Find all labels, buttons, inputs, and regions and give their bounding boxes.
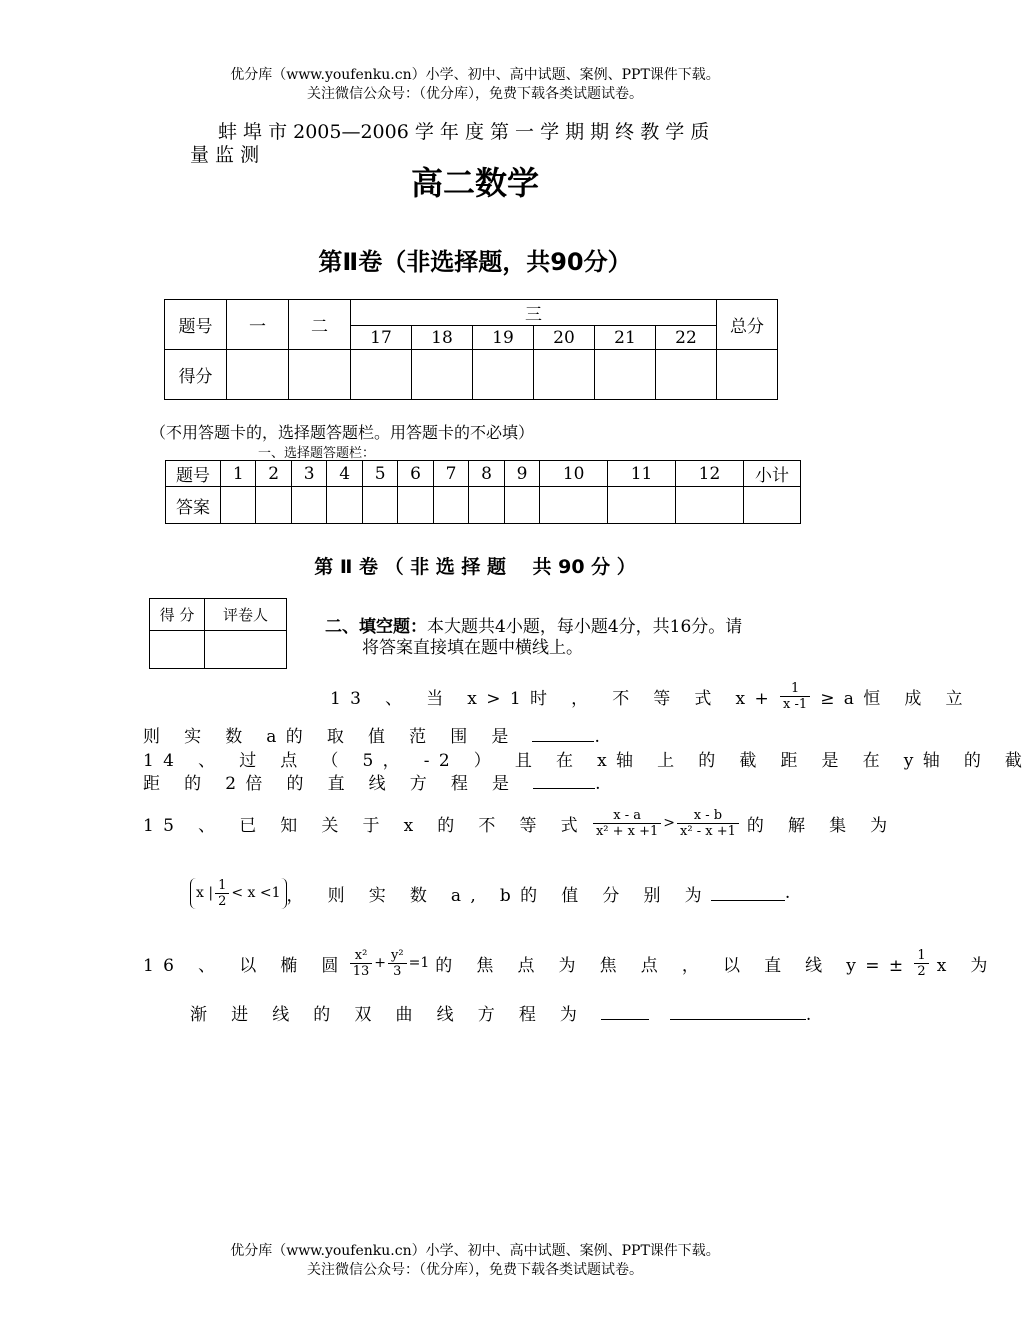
q15-set-suffix: < x <1 [231, 885, 281, 901]
score-col-one: 一 [227, 300, 289, 350]
score-col-two: 二 [289, 300, 351, 350]
q16-prefix: 16 、 以 椭 圆 [143, 955, 348, 976]
answer-cell[interactable] [291, 487, 326, 524]
answer-cell[interactable] [221, 487, 256, 524]
q13-prefix: 13 、 当 x>1时 ， 不 等 式 x+ [330, 688, 779, 709]
score-subcol: 21 [595, 326, 656, 350]
score-col-three: 三 [351, 300, 717, 326]
q15-frac1-num: x - a [593, 808, 661, 824]
q15-line2-text: ， 则 实 数 a, b的 值 分 别 为 [286, 885, 711, 906]
q14-period: . [595, 774, 610, 794]
answer-number: 11 [608, 461, 676, 487]
q16-fraction-2 [388, 948, 407, 979]
q15-answer-blank[interactable] [711, 886, 785, 901]
answer-row-label: 题号 [166, 461, 221, 487]
answer-number: 8 [469, 461, 504, 487]
answer-number: 7 [433, 461, 468, 487]
score-subcol: 19 [473, 326, 534, 350]
score-cell[interactable] [351, 350, 412, 400]
q16-frac2-den: 3 [393, 963, 402, 979]
question-14-line-2 [143, 769, 610, 794]
answer-number: 5 [362, 461, 397, 487]
answer-cell[interactable] [504, 487, 539, 524]
answer-number: 3 [291, 461, 326, 487]
q16-line-frac-num: 1 [914, 948, 928, 964]
q14-answer-blank[interactable] [533, 774, 595, 789]
q16-frac1-num: x² [350, 948, 373, 964]
score-cell[interactable] [595, 350, 656, 400]
q16-suffix: x 为 [936, 955, 997, 976]
answer-row2-label: 答案 [166, 487, 221, 524]
score-table [164, 299, 778, 400]
score-subcol: 18 [412, 326, 473, 350]
score-cell[interactable] [227, 350, 289, 400]
q16-period: . [805, 1005, 821, 1025]
grader-table [149, 598, 287, 669]
answer-subtotal: 小计 [744, 461, 801, 487]
q15-frac1-den: x² + x +1 [595, 823, 659, 839]
header-line-1: 优分库（www.youfenku.cn）小学、初中、高中试题、案例、PPT课件下载。 [230, 67, 720, 83]
section2-instructions-2: 将答案直接填在题中横线上。 [362, 638, 583, 658]
score-total-header: 总分 [717, 300, 778, 350]
answer-cell[interactable] [469, 487, 504, 524]
answer-number: 4 [327, 461, 362, 487]
q15-set-prefix: x | [196, 885, 214, 901]
answer-cell[interactable] [256, 487, 291, 524]
answer-number: 1 [221, 461, 256, 487]
volume2-title: 第 Ⅱ 卷 （ 非 选 择 题 共 90 分 ） [314, 556, 636, 578]
q16-eq: =1 [408, 955, 430, 971]
q16-answer-blank-2[interactable] [670, 1005, 806, 1020]
q13-line2-text: 则 实 数 a的 取 值 范 围 是 [143, 727, 518, 747]
score-cell[interactable] [656, 350, 717, 400]
q13-fraction [780, 681, 810, 712]
grader-name-label: 评卷人 [205, 599, 287, 631]
q14-line2-text: 距 的 2倍 的 直 线 方 程 是 [143, 774, 519, 794]
score-row2-label: 得分 [165, 350, 227, 400]
header-line-2: 关注微信公众号：（优分库），免费下载各类试题试卷。 [307, 86, 643, 102]
question-13-line-2 [143, 722, 609, 747]
question-15-line-1 [143, 798, 897, 848]
q15-prefix: 15 、 已 知 关 于 x 的 不 等 式 [143, 815, 587, 836]
q15-set-frac-den: 2 [218, 893, 227, 909]
footer-line-1: 优分库（www.youfenku.cn）小学、初中、高中试题、案例、PPT课件下载。 [230, 1243, 720, 1259]
answer-number: 6 [398, 461, 433, 487]
score-cell[interactable] [473, 350, 534, 400]
q15-frac2-num: x - b [677, 808, 739, 824]
score-cell[interactable] [534, 350, 595, 400]
score-subcol: 20 [534, 326, 595, 350]
answer-number: 12 [676, 461, 744, 487]
score-cell[interactable] [289, 350, 351, 400]
q15-suffix: 的 解 集 为 [746, 815, 897, 836]
q16-frac2-num: y² [388, 948, 407, 964]
section2-heading: 二、填空题： [325, 617, 427, 637]
answer-number: 10 [540, 461, 608, 487]
q13-period: . [594, 727, 610, 747]
grader-score-label: 得 分 [150, 599, 205, 631]
answer-number: 2 [256, 461, 291, 487]
q16-fraction-1 [350, 948, 373, 979]
exam-title-line-1: 蚌 埠 市 2005—2006 学 年 度 第 一 学 期 期 终 教 学 质 [218, 121, 710, 143]
answer-cell[interactable] [398, 487, 433, 524]
score-cell[interactable] [412, 350, 473, 400]
question-14-line-1: 14 、 过 点 （ 5， -2 ） 且 在 x轴 上 的 截 距 是 在 y轴 的 截 [143, 751, 1031, 771]
q16-line-frac-den: 2 [917, 963, 926, 979]
answer-cell[interactable] [676, 487, 744, 524]
question-16-line-2 [190, 1000, 821, 1025]
q13-frac-num: 1 [780, 681, 810, 697]
q16-plus: + [374, 955, 387, 971]
q16-middle: 的 焦 点 为 焦 点 ， 以 直 线 y=± [435, 955, 913, 976]
q15-set-fraction [215, 878, 229, 909]
answer-cell[interactable] [433, 487, 468, 524]
q16-answer-blank-1[interactable] [601, 1005, 649, 1020]
score-total-cell[interactable] [717, 350, 778, 400]
question-13-line-1 [330, 676, 972, 716]
answer-cell[interactable] [327, 487, 362, 524]
q16-frac1-den: 13 [352, 963, 370, 979]
answer-table [165, 460, 801, 524]
answer-number: 9 [504, 461, 539, 487]
q15-set-frac-num: 1 [215, 878, 229, 894]
answer-subtotal-cell[interactable] [744, 487, 801, 524]
q15-solution-set [190, 878, 287, 909]
grader-name-cell[interactable] [205, 631, 287, 669]
q15-fraction-1 [593, 808, 661, 839]
q13-suffix: ≥a恒 成 立 [820, 688, 972, 709]
q16-line2-text: 渐 进 线 的 双 曲 线 方 程 为 [190, 1005, 587, 1025]
question-16-line-1 [143, 938, 997, 988]
grader-score-cell[interactable] [150, 631, 205, 669]
question-15-line-2 [190, 868, 800, 918]
answer-card-note: （不用答题卡的，选择题答题栏。用答题卡的不必填） [150, 423, 535, 442]
choice-section-label: 一、选择题答题栏： [258, 446, 376, 461]
q13-answer-blank[interactable] [532, 727, 594, 742]
answer-cell[interactable] [608, 487, 676, 524]
q15-period: . [784, 883, 800, 903]
footer-line-2: 关注微信公众号：（优分库），免费下载各类试题试卷。 [307, 1262, 643, 1278]
q15-gt: > [663, 815, 676, 831]
score-subcol: 17 [351, 326, 412, 350]
score-subcol: 22 [656, 326, 717, 350]
exam-title-line-2: 量 监 测 [190, 144, 260, 166]
section2-instructions-1: 本大题共4小题，每小题4分，共16分。请 [427, 617, 743, 637]
q15-fraction-2 [677, 808, 739, 839]
score-row-label: 题号 [165, 300, 227, 350]
answer-cell[interactable] [540, 487, 608, 524]
subject-title: 高二数学 [410, 164, 539, 202]
q15-frac2-den: x² - x +1 [680, 823, 736, 839]
answer-cell[interactable] [362, 487, 397, 524]
volume-title: 第Ⅱ卷（非选择题，共90分） [318, 248, 632, 276]
q13-frac-den: x -1 [783, 696, 808, 712]
q16-line-fraction [914, 948, 928, 979]
